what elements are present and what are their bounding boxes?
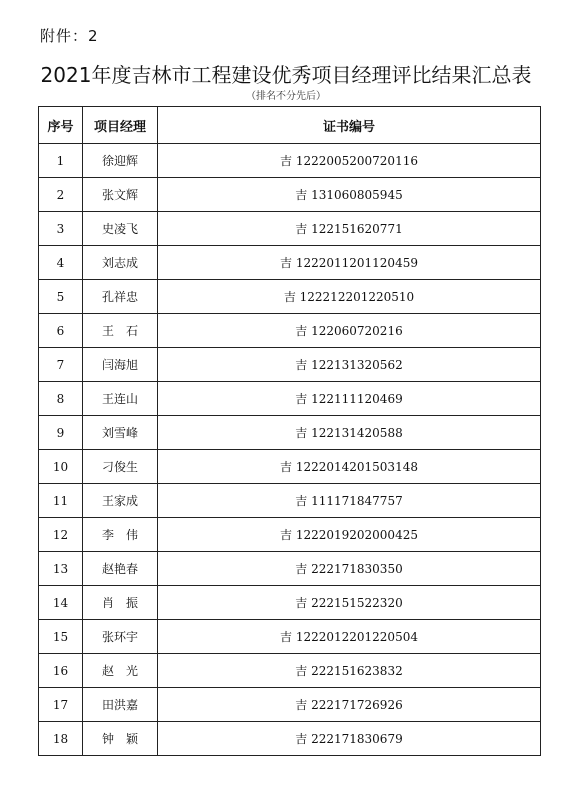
ranking-note: （排名不分先后） bbox=[246, 91, 326, 102]
table-row bbox=[39, 382, 541, 416]
cell-certificate-number: 吉 222171830350 bbox=[158, 552, 541, 586]
cell-serial-number: 17 bbox=[39, 688, 83, 722]
cell-serial-number: 8 bbox=[39, 382, 83, 416]
table-row bbox=[39, 552, 541, 586]
cell-manager-name: 刁俊生 bbox=[83, 450, 158, 484]
cell-certificate-number: 吉 1222012201220504 bbox=[158, 620, 541, 654]
table-row bbox=[39, 246, 541, 280]
cell-manager-name: 王家成 bbox=[83, 484, 158, 518]
cell-serial-number: 12 bbox=[39, 518, 83, 552]
cell-manager-name: 王 石 bbox=[83, 314, 158, 348]
table-row bbox=[39, 484, 541, 518]
cell-serial-number: 5 bbox=[39, 280, 83, 314]
cell-serial-number: 18 bbox=[39, 722, 83, 756]
cell-serial-number: 1 bbox=[39, 144, 83, 178]
results-table bbox=[38, 106, 541, 756]
cell-manager-name: 张文辉 bbox=[83, 178, 158, 212]
header-project-manager: 项目经理 bbox=[83, 107, 158, 144]
header-row bbox=[39, 107, 541, 144]
cell-certificate-number: 吉 222171726926 bbox=[158, 688, 541, 722]
table-row bbox=[39, 450, 541, 484]
table-row bbox=[39, 144, 541, 178]
cell-certificate-number: 吉 1222019202000425 bbox=[158, 518, 541, 552]
table-body bbox=[39, 144, 541, 756]
cell-certificate-number: 吉 122131420588 bbox=[158, 416, 541, 450]
cell-manager-name: 史凌飞 bbox=[83, 212, 158, 246]
cell-serial-number: 11 bbox=[39, 484, 83, 518]
cell-certificate-number: 吉 222151623832 bbox=[158, 654, 541, 688]
table-row bbox=[39, 654, 541, 688]
cell-certificate-number: 吉 222171830679 bbox=[158, 722, 541, 756]
cell-certificate-number: 吉 222151522320 bbox=[158, 586, 541, 620]
table-row bbox=[39, 212, 541, 246]
cell-serial-number: 13 bbox=[39, 552, 83, 586]
cell-manager-name: 闫海旭 bbox=[83, 348, 158, 382]
cell-certificate-number: 吉 1222011201120459 bbox=[158, 246, 541, 280]
cell-manager-name: 张环宇 bbox=[83, 620, 158, 654]
header-certificate-number: 证书编号 bbox=[158, 107, 541, 144]
table-row bbox=[39, 620, 541, 654]
cell-serial-number: 10 bbox=[39, 450, 83, 484]
cell-certificate-number: 吉 1222014201503148 bbox=[158, 450, 541, 484]
table-row bbox=[39, 178, 541, 212]
cell-serial-number: 2 bbox=[39, 178, 83, 212]
table-header bbox=[39, 107, 541, 144]
cell-manager-name: 田洪嘉 bbox=[83, 688, 158, 722]
cell-certificate-number: 吉 111171847757 bbox=[158, 484, 541, 518]
cell-serial-number: 9 bbox=[39, 416, 83, 450]
cell-certificate-number: 吉 122212201220510 bbox=[158, 280, 541, 314]
cell-manager-name: 王连山 bbox=[83, 382, 158, 416]
cell-serial-number: 6 bbox=[39, 314, 83, 348]
cell-serial-number: 14 bbox=[39, 586, 83, 620]
header-serial-number: 序号 bbox=[39, 107, 83, 144]
table-row bbox=[39, 586, 541, 620]
cell-serial-number: 3 bbox=[39, 212, 83, 246]
table-row bbox=[39, 518, 541, 552]
table-row bbox=[39, 416, 541, 450]
cell-manager-name: 孔祥忠 bbox=[83, 280, 158, 314]
cell-certificate-number: 吉 122111120469 bbox=[158, 382, 541, 416]
table-row bbox=[39, 688, 541, 722]
cell-manager-name: 徐迎辉 bbox=[83, 144, 158, 178]
cell-serial-number: 4 bbox=[39, 246, 83, 280]
table-row bbox=[39, 314, 541, 348]
cell-manager-name: 赵艳春 bbox=[83, 552, 158, 586]
cell-manager-name: 李 伟 bbox=[83, 518, 158, 552]
cell-serial-number: 7 bbox=[39, 348, 83, 382]
cell-manager-name: 赵 光 bbox=[83, 654, 158, 688]
cell-manager-name: 钟 颖 bbox=[83, 722, 158, 756]
table-row bbox=[39, 280, 541, 314]
cell-certificate-number: 吉 122131320562 bbox=[158, 348, 541, 382]
cell-certificate-number: 吉 1222005200720116 bbox=[158, 144, 541, 178]
cell-certificate-number: 吉 122060720216 bbox=[158, 314, 541, 348]
cell-serial-number: 15 bbox=[39, 620, 83, 654]
attachment-label: 附件：2 bbox=[40, 27, 99, 45]
cell-certificate-number: 吉 131060805945 bbox=[158, 178, 541, 212]
table-row bbox=[39, 348, 541, 382]
page-title: 2021年度吉林市工程建设优秀项目经理评比结果汇总表 bbox=[40, 63, 532, 87]
cell-manager-name: 刘志成 bbox=[83, 246, 158, 280]
cell-manager-name: 肖 振 bbox=[83, 586, 158, 620]
cell-manager-name: 刘雪峰 bbox=[83, 416, 158, 450]
table-row bbox=[39, 722, 541, 756]
cell-certificate-number: 吉 122151620771 bbox=[158, 212, 541, 246]
cell-serial-number: 16 bbox=[39, 654, 83, 688]
